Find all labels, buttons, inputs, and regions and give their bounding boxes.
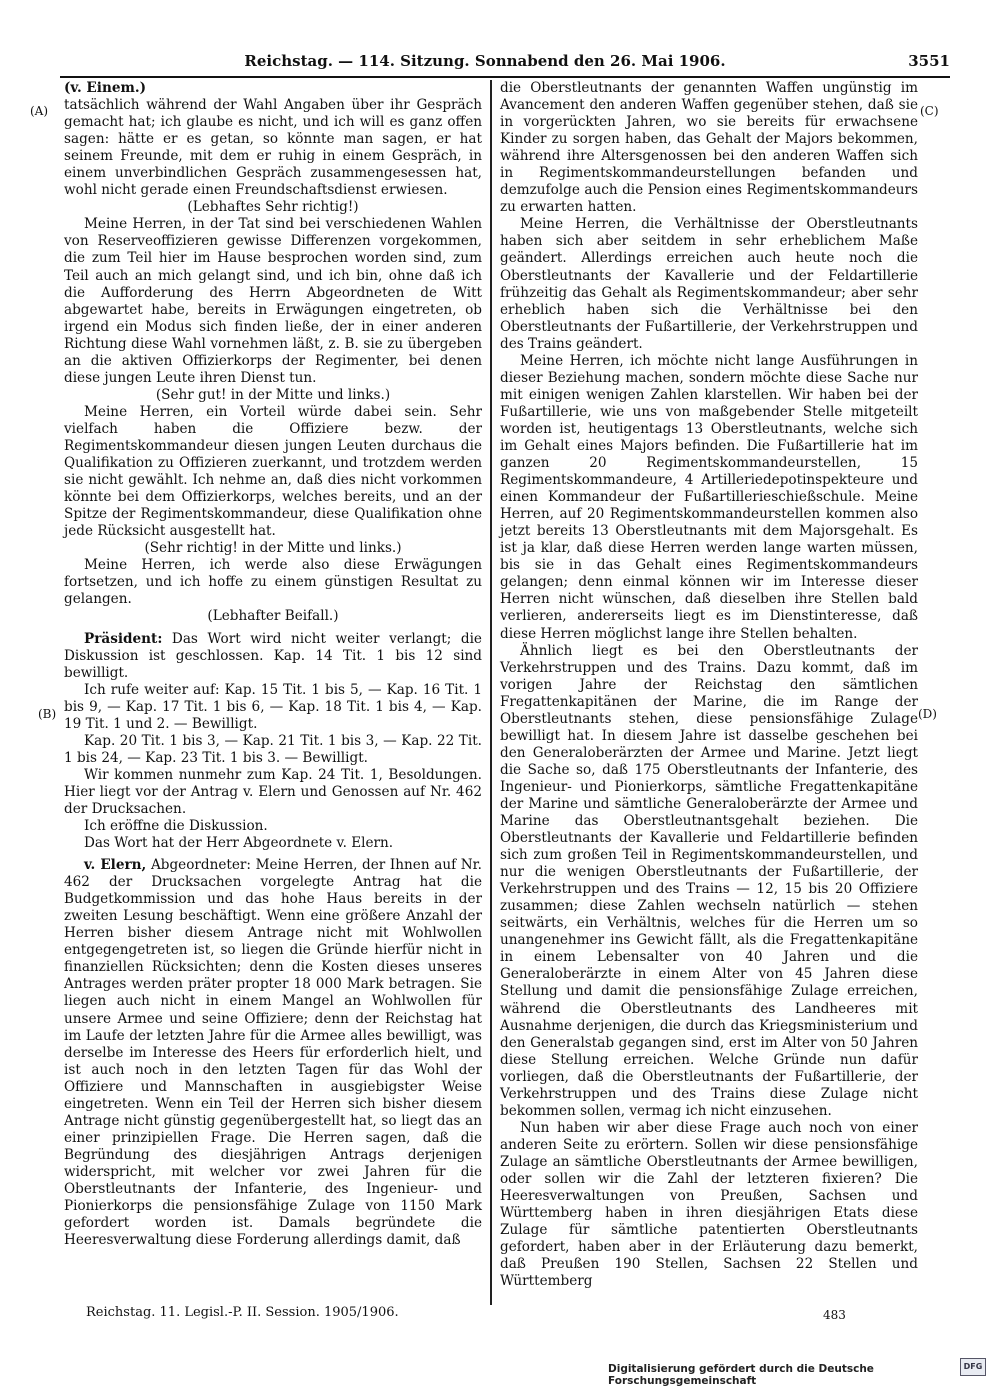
president-text: Das Wort wird nicht weiter verlangt; die Diskussion ist geschlossen. Kap. 14 Tit. 1 bis 12 sind bewilligt. (64, 630, 482, 681)
paragraph: Das Wort hat der Herr Abgeordnete v. Elern. (84, 835, 394, 852)
paragraph: Wir kommen nunmehr zum Kap. 24 Tit. 1, Besoldungen. Hier liegt vor der Antrag v. Elern und Genossen auf Nr. 462 der Drucksachen. (64, 766, 482, 817)
dfg-logo-icon: DFG (960, 1358, 986, 1376)
header-rule (60, 76, 950, 78)
left-column (64, 80, 482, 1249)
paragraph: Meine Herren, ein Vorteil würde dabei sein. Sehr vielfach haben die Offiziere bezw. der Regimentskommandeur diesen jungen Leuten durchaus die Qualifikation zu Offizieren zuerkannt, und trotzdem werden sie nicht gewählt. Ich nehme an, daß dies nicht vorkommen könnte bei dem Offizierkorps, welches bereits, und an der Spitze der Regimentskommandeur, diese Qualifikation ohne jede Rücksicht ausgestellt hat. (64, 403, 482, 540)
paragraph: Nun haben wir aber diese Frage auch noch von einer anderen Seite zu erörtern. Sollen wir diese pensionsfähige Zulage an sämtliche Oberstleutnants der Armee bewilligen, oder sollen wir die Zahl der letzteren fixieren? Die Heeresverwaltungen von Preußen, Sachsen und Württemberg haben in ihren diesjährigen Etats diese Zulage für sämtliche patentierten Oberstleutnants gefordert, haben aber in der Erläuterung dazu bemerkt, daß Preußen 190 Stellen, Sachsen 22 Stellen und Württemberg (500, 1119, 918, 1290)
interjection: (Sehr richtig! in der Mitte und links.) (144, 540, 402, 557)
footer-number: 483 (823, 1308, 846, 1322)
margin-mark-c: (C) (920, 104, 939, 118)
right-column (500, 80, 918, 1290)
column-divider (490, 80, 492, 1305)
margin-mark-d: (D) (918, 707, 937, 721)
paragraph: Meine Herren, ich werde also diese Erwägungen fortsetzen, und ich hoffe zu einem günstigen Resultat zu gelangen. (64, 557, 482, 608)
paragraph: Meine Herren, in der Tat sind bei verschiedenen Wahlen von Reserveoffizieren gewisse Differenzen vorgekommen, die zum Teil hier im Hause besprochen worden sind, zum Teil auch an mich gelangt sind, und ich bin, ohne daß ich die Aufforderung des Herrn Abgeordneten de Witt abgewartet habe, bereits in Erwägungen eingetreten, ob irgend ein Modus sich finden ließe, der in einer anderen Richtung diese Wahl vornehmen läßt, z. B. sie zu übergeben an die aktiven Offizierkorps der Regimenter, bei denen diese jungen Leute ihren Dienst tun. (64, 216, 482, 386)
paragraph: Ähnlich liegt es bei den Oberstleutnants der Verkehrstruppen und des Trains. Dazu kommt, daß im vorigen Jahre der Reichstag den sämtlichen Fregattenkapitänen der Marine, die im Range der Oberstleutnants stehen, diese pensionsfähige Zulage bewilligt hat. In diesem Jahre ist dasselbe geschehen bei den Generaloberärzten der Armee und Marine. Jetzt liegt die Sache so, daß 175 Oberstleutnants der Infanterie, des Ingenieur- und Pionierkorps, sämtliche Fregattenkapitäne der Marine und sämtliche Generaloberärzte der Armee und Marine das Oberstleutnantsgehalt beziehen. Die Oberstleutnants der Kavallerie und Feldartillerie befinden sich zum großen Teil in Regimentskommandeurstellen, und nur die wenigen Oberstleutnants der Fußartillerie, der Verkehrstruppen und des Trains — 12, 15 bis 20 Offiziere zusammen; diese Zahlen wechseln natürlich — stehen seitwärts, ein Verhältnis, welches für die Herren um so unangenehmer ins Gewicht fällt, als die Fregattenkapitäne in einem Lebensalter von 40 Jahren und die Generaloberärzte in einem Alter von 45 Jahren diese Stellung und damit die pensionsfähige Zulage erreichen, während die Oberstleutnants des Landheeres mit Ausnahme derjenigen, die durch das Kriegsministerium und den Generalstab gegangen sind, erst im Alter von 50 Jahren diese Stellung erreichen. Welche Gründe nun dafür vorliegen, daß die Oberstleutnants der Fußartillerie, der Verkehrstruppen und des Trains diese Zulage nicht bekommen sollen, vermag ich nicht einzusehen. (500, 642, 918, 1119)
footer-session: Reichstag. 11. Legisl.-P. II. Session. 1905/1906. (86, 1305, 399, 1320)
page-header (60, 52, 950, 74)
header-title: Reichstag. — 114. Sitzung. Sonnabend den 26. Mai 1906. (244, 52, 726, 70)
page-number: 3551 (908, 52, 950, 70)
elern-paragraph (64, 857, 482, 1249)
interjection: (Lebhaftes Sehr richtig!) (187, 199, 359, 216)
paragraph: Ich rufe weiter auf: Kap. 15 Tit. 1 bis 5, — Kap. 16 Tit. 1 bis 9, — Kap. 17 Tit. 1 bis 6, — Kap. 18 Tit. 1 bis 4, — Kap. 19 Tit. 1 und 2. — Bewilligt. (64, 681, 482, 732)
paragraph: Meine Herren, ich möchte nicht lange Ausführungen in dieser Beziehung machen, sondern möchte diese Sache nur mit einigen wenigen Zahlen klarstellen. Wir haben bei der Fußartillerie, wie uns von maßgebender Stelle mitgeteilt worden ist, heutigentags 13 Oberstleutnants, welche sich im Gehalt eines Majors befinden. Die Fußartillerie hat im ganzen 20 Regimentskommandeurstellen, 15 Regimentskommandeure, 4 Artilleriedepotinspekteure und einen Kommandeur der Fußartillerieschießschule. Meine Herren, auf 20 Regimentskommandeurstellen kommen also jetzt bereits 13 Oberstleutnants mit dem Majorsgehalt. Es ist ja klar, daß diese Herren werden lange warten müssen, bis sie in das Gehalt eines Regimentskommandeurs gelangen; denn einmal können wir im Interesse dieser Herren nicht wünschen, daß dieselben ihre Stellen bald verlieren, andererseits liegt es im Dienstinteresse, daß diese Herren möglichst lange ihre Stellen behalten. (500, 352, 918, 642)
president-paragraph (64, 631, 482, 682)
margin-mark-a: (A) (30, 104, 49, 118)
elern-text: Abgeordneter: Meine Herren, der Ihnen auf Nr. 462 der Drucksachen vorgelegte Antrag hat die Budgetkommission und das hohe Haus bereits in der zweiten Lesung beschäftigt. Wenn eine größere Anzahl der Herren bisher diesem Antrage nicht mit Wohlwollen entgegengetreten ist, so liegen die Gründe hierfür nicht in finanziellen Rücksichten; denn die Kosten dieses unseres Antrages werden präter propter 18 000 Mark betragen. Sie liegen auch nicht in einem Mangel an Wohlwollen für unsere Armee und seine Offiziere; denn der Reichstag hat im Laufe der letzten Jahre für die Armee alles bewilligt, was derselbe im Interesse des Heers für erforderlich hielt, und ist auch noch in den letzten Tagen für das Wohl der Offiziere und Mannschaften in ausgiebigster Weise eingetreten. Wenn ein Teil der Herren sich bisher diesem Antrage nicht günstig gegenübergestellt hat, so liegt das an einer prinzipiellen Frage. Die Herren sagen, daß die Begründung des diesjährigen Antrags derjenigen widerspricht, mit welcher vor zwei Jahren für die Oberstleutnants der Infanterie, des Ingenieur- und Pionierkorps die pensionsfähige Zulage von 1150 Mark gefordert worden ist. Damals begründete die Heeresverwaltung diese Forderung allerdings damit, daß (64, 857, 483, 1249)
paragraph: Kap. 20 Tit. 1 bis 3, — Kap. 21 Tit. 1 bis 3, — Kap. 22 Tit. 1 bis 24, — Kap. 23 Tit. 1 bis 3. — Bewilligt. (64, 732, 482, 766)
elern-label: v. Elern, (84, 857, 147, 874)
president-label: Präsident: (84, 630, 163, 647)
paragraph: die Oberstleutnants der genannten Waffen ungünstig im Avancement den anderen Waffen gegenüber stehen, daß sie in vorgerückten Jahren, wo sie bereits für erwachsene Kinder zu sorgen haben, das Gehalt der Majors bekommen, während ihre Altersgenossen bei den anderen Waffen sich in Regimentskommandeurstellungen befanden und demzufolge auch die Pension eines Regimentskommandeurs zu erwarten hatten. (500, 80, 918, 216)
paragraph: Ich eröffne die Diskussion. (84, 818, 268, 835)
interjection: (Lebhafter Beifall.) (207, 608, 339, 625)
funder-note: Digitalisierung gefördert durch die Deutsche Forschungsgemeinschaft (608, 1363, 874, 1387)
interjection: (Sehr gut! in der Mitte und links.) (155, 386, 391, 403)
paragraph: tatsächlich während der Wahl Angaben über ihr Gespräch gemacht hat; ich glaube es nicht, und ich will es ganz offen sagen: hätte er es getan, so könnte man sagen, er hat seinem Freunde, mit dem er ruhig in einem Gespräch, in einem unverbindlichen Gespräch zusammengesessen hat, wohl nicht gerade einen Freundschaftsdienst erwiesen. (64, 97, 482, 199)
margin-mark-b: (B) (38, 707, 57, 721)
paragraph: Meine Herren, die Verhältnisse der Oberstleutnants haben sich aber seitdem in sehr erheblichem Maße geändert. Allerdings erreichen auch heute noch die Oberstleutnants der Kavallerie und der Feldartillerie frühzeitig das Gehalt als Regimentskommandeur; aber sehr erheblich haben sich die Verhältnisse bei den Oberstleutnants der Fußartillerie, der Verkehrstruppen und des Trains geändert. (500, 216, 918, 352)
speaker-tag: (v. Einem.) (64, 80, 147, 96)
